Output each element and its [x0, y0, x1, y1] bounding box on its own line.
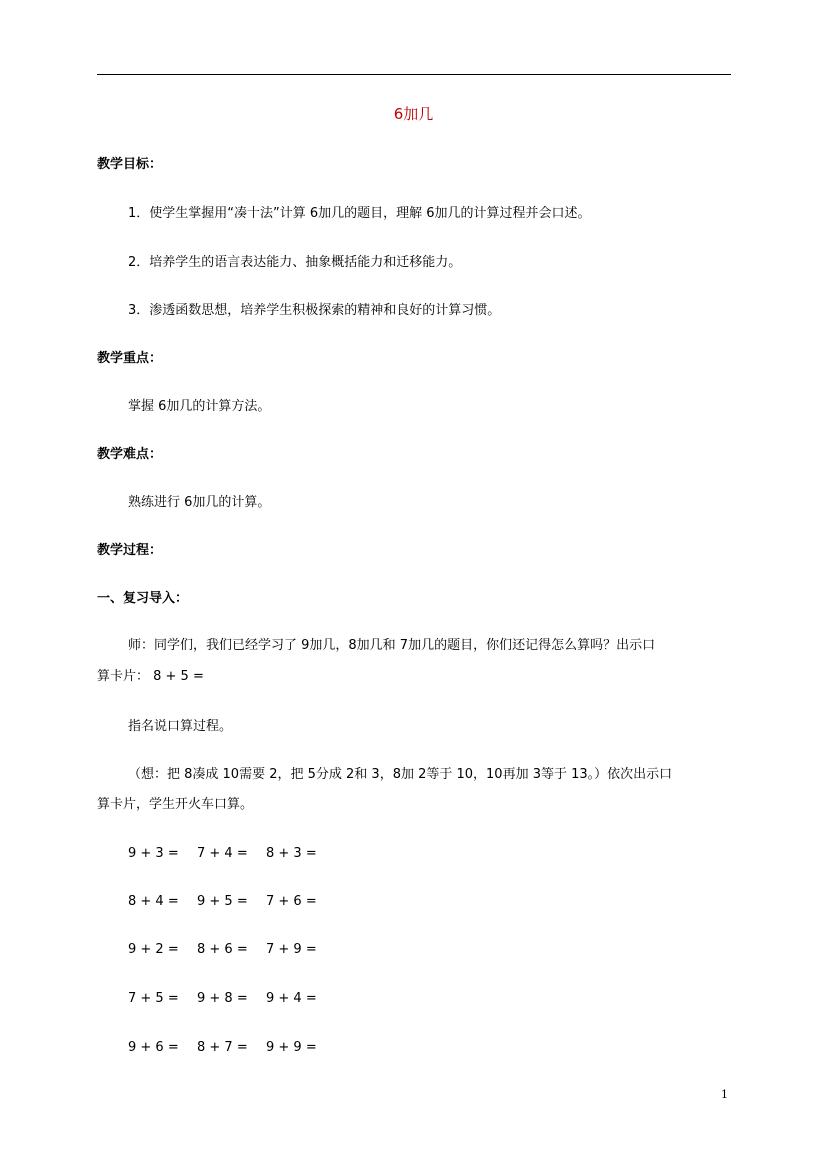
equation: 9 + 3 =: [128, 846, 179, 861]
equation: 7 + 4 =: [197, 846, 248, 861]
think-line-1: （想：把 8凑成 10需要 2，把 5分成 2和 3，8加 2等于 10，10再加 3等于 13。）依次出示口: [128, 767, 673, 782]
equation: 7 + 9 =: [266, 942, 317, 957]
equation: 8 + 7 =: [197, 1040, 248, 1055]
difficulty-heading: 教学难点：: [97, 447, 163, 462]
objective-2: 2．培养学生的语言表达能力、抽象概括能力和迁移能力。: [128, 255, 462, 270]
equation: 9 + 6 =: [128, 1040, 179, 1055]
equation: 9 + 2 =: [128, 942, 179, 957]
header-rule: [97, 74, 731, 75]
equation: 7 + 5 =: [128, 991, 179, 1006]
key-points-text: 掌握 6加几的计算方法。: [128, 399, 271, 414]
teacher-line-2: 算卡片： 8 + 5 =: [97, 669, 204, 684]
objective-3: 3．渗透函数思想，培养学生积极探索的精神和良好的计算习惯。: [128, 303, 501, 318]
page-number: 1: [721, 1088, 728, 1101]
equation: 7 + 6 =: [266, 894, 317, 909]
equation: 8 + 4 =: [128, 894, 179, 909]
objective-1: 1．使学生掌握用“凑十法”计算 6加几的题目，理解 6加几的计算过程并会口述。: [128, 206, 591, 221]
equation: 9 + 8 =: [197, 991, 248, 1006]
equation: 8 + 3 =: [266, 846, 317, 861]
difficulty-text: 熟练进行 6加几的计算。: [128, 495, 271, 510]
equation: 8 + 6 =: [197, 942, 248, 957]
student-say: 指名说口算过程。: [128, 719, 233, 734]
think-line-2: 算卡片，学生开火车口算。: [97, 797, 254, 812]
process-heading: 教学过程：: [97, 543, 163, 558]
equation: 9 + 4 =: [266, 991, 317, 1006]
review-heading: 一、复习导入：: [97, 591, 189, 606]
objectives-heading: 教学目标：: [97, 157, 163, 172]
page-title: 6加几: [393, 105, 434, 123]
teacher-line-1: 师：同学们，我们已经学习了 9加几，8加几和 7加几的题目，你们还记得怎么算吗？出示口: [128, 638, 656, 653]
equation: 9 + 9 =: [266, 1040, 317, 1055]
equation: 9 + 5 =: [197, 894, 248, 909]
key-points-heading: 教学重点：: [97, 351, 163, 366]
